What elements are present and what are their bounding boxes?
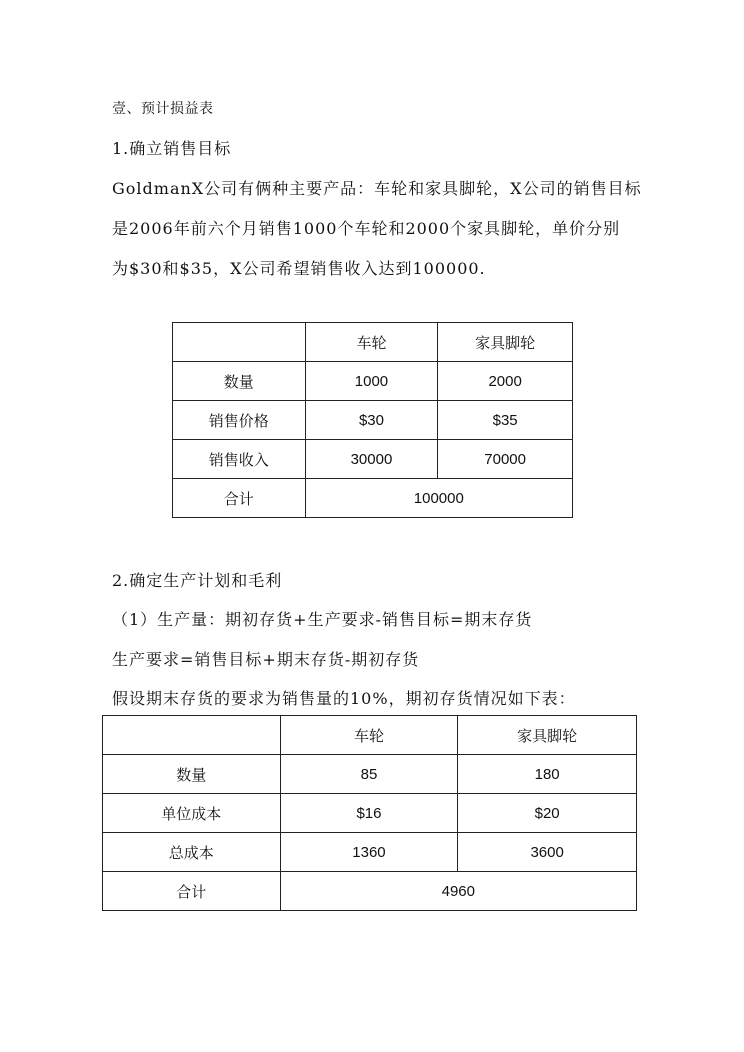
table-cell: 85 [280,755,458,794]
heading-sales-target: 1.确立销售目标 [112,139,232,158]
table-cell: 30000 [305,440,438,479]
table-cell: 3600 [458,833,637,872]
table-header-row [103,716,637,755]
row-label: 总成本 [103,833,281,872]
assumption-line: 假设期末存货的要求为销售量的10%，期初存货情况如下表： [112,689,576,708]
total-label: 合计 [103,872,281,911]
table-row [103,833,637,872]
table-cell: 1360 [280,833,458,872]
table-cell: 2000 [438,362,573,401]
table-cell: 1000 [305,362,438,401]
table-header-cell: 车轮 [305,323,438,362]
table-total-row [173,479,573,518]
row-label: 单位成本 [103,794,281,833]
table-row [103,755,637,794]
section-title: 壹、预计损益表 [112,101,214,117]
table-row [173,440,573,479]
table-row [173,362,573,401]
table-cell: $30 [305,401,438,440]
heading-production-plan: 2.确定生产计划和毛利 [112,571,283,590]
table-header-cell [173,323,306,362]
row-label: 数量 [103,755,281,794]
table-total-row [103,872,637,911]
paragraph-line-2: 是2006年前六个月销售1000个车轮和2000个家具脚轮，单价分别 [112,219,621,238]
row-label: 销售价格 [173,401,306,440]
formula-line: 生产要求=销售目标+期末存货-期初存货 [112,650,420,669]
total-value: 4960 [280,872,636,911]
table-header-row [173,323,573,362]
table-cell: $20 [458,794,637,833]
table-header-cell: 家具脚轮 [438,323,573,362]
table-cell: 70000 [438,440,573,479]
table-header-cell: 家具脚轮 [458,716,637,755]
subheading-production: （1）生产量：期初存货+生产要求-销售目标=期末存货 [112,610,533,629]
table-cell: $16 [280,794,458,833]
paragraph-line-3: 为$30和$35，X公司希望销售收入达到100000. [112,259,486,278]
inventory-table [102,715,637,911]
total-label: 合计 [173,479,306,518]
table-cell: 180 [458,755,637,794]
total-value: 100000 [305,479,572,518]
table-row [103,794,637,833]
table-row [173,401,573,440]
table-cell: $35 [438,401,573,440]
table-header-cell: 车轮 [280,716,458,755]
sales-table [172,322,573,518]
paragraph-line-1: GoldmanX公司有俩种主要产品：车轮和家具脚轮，X公司的销售目标 [112,179,642,198]
row-label: 销售收入 [173,440,306,479]
row-label: 数量 [173,362,306,401]
table-header-cell [103,716,281,755]
